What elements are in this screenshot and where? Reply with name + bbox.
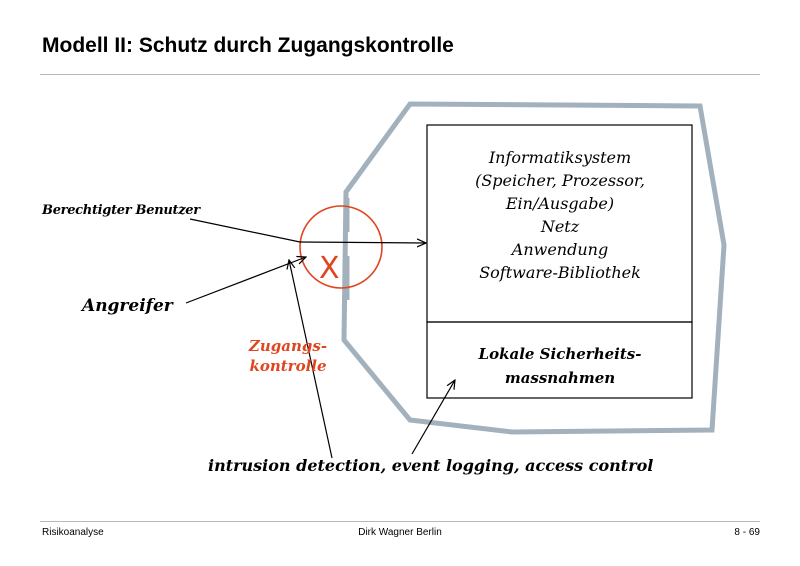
local-security-line: massnahmen [504,369,616,387]
system-line: Informatiksystem [488,148,632,167]
system-line: (Speicher, Prozessor, [475,171,645,190]
system-line: Ein/Ausgabe) [505,194,615,213]
footer-course: Risikoanalyse [42,527,104,538]
access-control-circle [300,206,382,288]
attacker-label: Angreifer [82,296,173,316]
system-line: Netz [540,217,580,236]
local-security-line: Lokale Sicherheits- [478,345,642,363]
access-control-label [240,336,336,376]
access-control-line: Zugangs- [248,337,328,355]
system-line: Anwendung [511,240,609,259]
footer-divider [40,521,760,522]
local-security-label [428,342,692,390]
footer-page-number: 8 - 69 [734,527,760,538]
detection-label: intrusion detection, event logging, access control [208,456,654,475]
authorized-user-label: Berechtigter Benutzer [42,203,200,218]
detection-local-arrow [412,380,455,454]
authorized-user-arrow-entry [300,242,426,243]
authorized-user-arrow [190,219,300,242]
system-line: Software-Bibliothek [479,263,641,282]
access-control-line: kontrolle [249,357,327,375]
system-description [428,146,692,284]
footer-author: Dirk Wagner Berlin [358,527,442,538]
attacker-arrow [186,257,306,303]
blocked-mark: X [319,251,340,286]
page-title: Modell II: Schutz durch Zugangskontrolle [42,34,454,57]
